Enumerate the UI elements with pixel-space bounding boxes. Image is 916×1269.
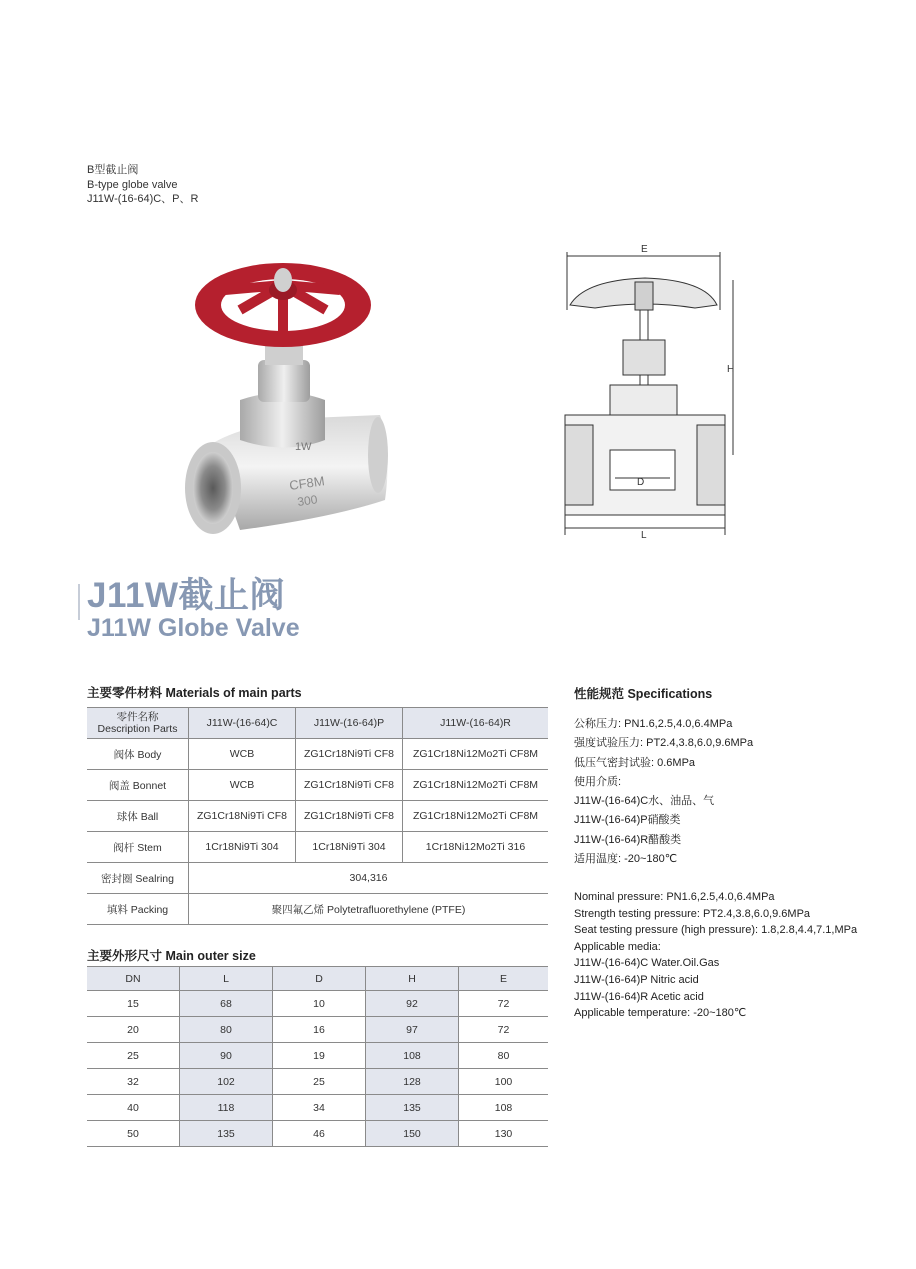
material-r: ZG1Cr18Ni12Mo2Ti CF8M: [403, 739, 549, 770]
cell-e: 72: [459, 991, 549, 1017]
material-c: WCB: [189, 739, 296, 770]
cell-dn: 25: [87, 1043, 180, 1069]
spec-line: 强度试验压力: PT2.4,3.8,6.0,9.6MPa: [574, 737, 754, 750]
spec-line: Applicable media:: [574, 940, 661, 953]
specs-title: 性能规范 Specifications: [574, 687, 713, 701]
dim-label-d: D: [637, 477, 645, 488]
spec-line: J11W-(16-64)P Nitric acid: [574, 973, 699, 986]
body-mark-1w: 1W: [295, 441, 312, 453]
size-header-l: L: [180, 967, 273, 991]
material-r: 1Cr18Ni12Mo2Ti 316: [403, 832, 549, 863]
valve-photo: [180, 250, 395, 550]
spec-line: J11W-(16-64)R Acetic acid: [574, 990, 704, 1003]
specs-cn: [574, 715, 753, 869]
cell-l: 68: [180, 991, 273, 1017]
cell-d: 25: [273, 1069, 366, 1095]
header-line-model: J11W-(16-64)C、P、R: [87, 193, 199, 205]
cell-h: 150: [366, 1121, 459, 1147]
material-all: 304,316: [189, 863, 549, 894]
dim-label-e: E: [641, 244, 648, 255]
spec-line: Seat testing pressure (high pressure): 1.8,2.8,4.4,7.1,MPa: [574, 924, 858, 937]
material-all: 聚四氟乙烯 Polytetrafluorethylene (PTFE): [189, 894, 549, 925]
table-row: [87, 894, 548, 925]
table-row: [87, 1121, 548, 1147]
material-c: ZG1Cr18Ni9Ti CF8: [189, 801, 296, 832]
catalog-header: [87, 163, 198, 207]
body-mark-cf8m: CF8M: [288, 473, 326, 493]
material-r: ZG1Cr18Ni12Mo2Ti CF8M: [403, 770, 549, 801]
cell-h: 92: [366, 991, 459, 1017]
specs-en: [574, 889, 857, 1022]
cell-l: 135: [180, 1121, 273, 1147]
material-p: ZG1Cr18Ni9Ti CF8: [296, 770, 403, 801]
part-name: 填料 Packing: [87, 894, 189, 925]
size-table: [87, 966, 548, 1147]
cell-d: 16: [273, 1017, 366, 1043]
cell-d: 34: [273, 1095, 366, 1121]
table-row: [87, 770, 548, 801]
cell-e: 80: [459, 1043, 549, 1069]
cell-d: 46: [273, 1121, 366, 1147]
cell-l: 118: [180, 1095, 273, 1121]
cell-dn: 15: [87, 991, 180, 1017]
material-p: ZG1Cr18Ni9Ti CF8: [296, 801, 403, 832]
spec-line: J11W-(16-64)C水、油品、气: [574, 795, 715, 808]
cell-d: 10: [273, 991, 366, 1017]
cell-e: 130: [459, 1121, 549, 1147]
dim-label-h: H: [727, 364, 735, 375]
spec-line: J11W-(16-64)C Water.Oil.Gas: [574, 957, 720, 970]
header-line-cn: B型截止阀: [87, 164, 139, 176]
part-name: 球体 Ball: [87, 801, 189, 832]
cell-d: 19: [273, 1043, 366, 1069]
spec-line: 公称压力: PN1.6,2.5,4.0,6.4MPa: [574, 718, 733, 730]
title-accent-bar: [78, 584, 80, 620]
cell-e: 108: [459, 1095, 549, 1121]
cell-dn: 32: [87, 1069, 180, 1095]
cell-h: 135: [366, 1095, 459, 1121]
cell-dn: 40: [87, 1095, 180, 1121]
product-title-en: J11W Globe Valve: [87, 614, 300, 642]
part-name: 阀盖 Bonnet: [87, 770, 189, 801]
cell-h: 128: [366, 1069, 459, 1095]
size-header-h: H: [366, 967, 459, 991]
product-title-cn: J11W截止阀: [87, 576, 285, 615]
material-c: 1Cr18Ni9Ti 304: [189, 832, 296, 863]
handwheel-icon: [195, 263, 371, 347]
table-row: [87, 863, 548, 894]
material-c: WCB: [189, 770, 296, 801]
cell-l: 90: [180, 1043, 273, 1069]
dim-label-l: L: [641, 530, 647, 540]
table-row: [87, 1095, 548, 1121]
spec-line: 使用介质:: [574, 775, 622, 788]
spec-line: Strength testing pressure: PT2.4,3.8,6.0,9.6MPa: [574, 907, 811, 920]
table-row: [87, 739, 548, 770]
cell-dn: 50: [87, 1121, 180, 1147]
part-name: 密封圈 Sealring: [87, 863, 189, 894]
size-header-e: E: [459, 967, 549, 991]
spec-line: 低压气密封试验: 0.6MPa: [574, 756, 696, 769]
part-name: 阀体 Body: [87, 739, 189, 770]
table-row: [87, 832, 548, 863]
materials-header-c: J11W-(16-64)C: [189, 708, 296, 739]
spec-line: 适用温度: -20~180℃: [574, 853, 678, 866]
table-row: [87, 1017, 548, 1043]
size-header-dn: DN: [87, 967, 180, 991]
materials-header-parts: 零件名称 Description Parts: [87, 708, 189, 739]
spec-line: Applicable temperature: -20~180℃: [574, 1007, 747, 1020]
size-title: 主要外形尺寸 Main outer size: [87, 949, 256, 963]
header-line-en: B-type globe valve: [87, 178, 178, 191]
spec-line: J11W-(16-64)P硝酸类: [574, 814, 681, 827]
cell-h: 108: [366, 1043, 459, 1069]
material-r: ZG1Cr18Ni12Mo2Ti CF8M: [403, 801, 549, 832]
materials-header-r: J11W-(16-64)R: [403, 708, 549, 739]
material-p: 1Cr18Ni9Ti 304: [296, 832, 403, 863]
cell-dn: 20: [87, 1017, 180, 1043]
table-row: [87, 1043, 548, 1069]
spec-line: Nominal pressure: PN1.6,2.5,4.0,6.4MPa: [574, 891, 775, 903]
materials-title: 主要零件材料 Materials of main parts: [87, 686, 302, 700]
size-header-d: D: [273, 967, 366, 991]
material-p: ZG1Cr18Ni9Ti CF8: [296, 739, 403, 770]
cell-e: 72: [459, 1017, 549, 1043]
body-mark-300: 300: [296, 492, 319, 509]
cell-e: 100: [459, 1069, 549, 1095]
materials-table: [87, 707, 548, 925]
cell-h: 97: [366, 1017, 459, 1043]
table-row: [87, 801, 548, 832]
materials-header-p: J11W-(16-64)P: [296, 708, 403, 739]
table-row: [87, 1069, 548, 1095]
part-name: 阀杆 Stem: [87, 832, 189, 863]
valve-section-drawing: [555, 240, 740, 540]
table-row: [87, 991, 548, 1017]
cell-l: 102: [180, 1069, 273, 1095]
spec-line: J11W-(16-64)R醋酸类: [574, 833, 682, 846]
cell-l: 80: [180, 1017, 273, 1043]
